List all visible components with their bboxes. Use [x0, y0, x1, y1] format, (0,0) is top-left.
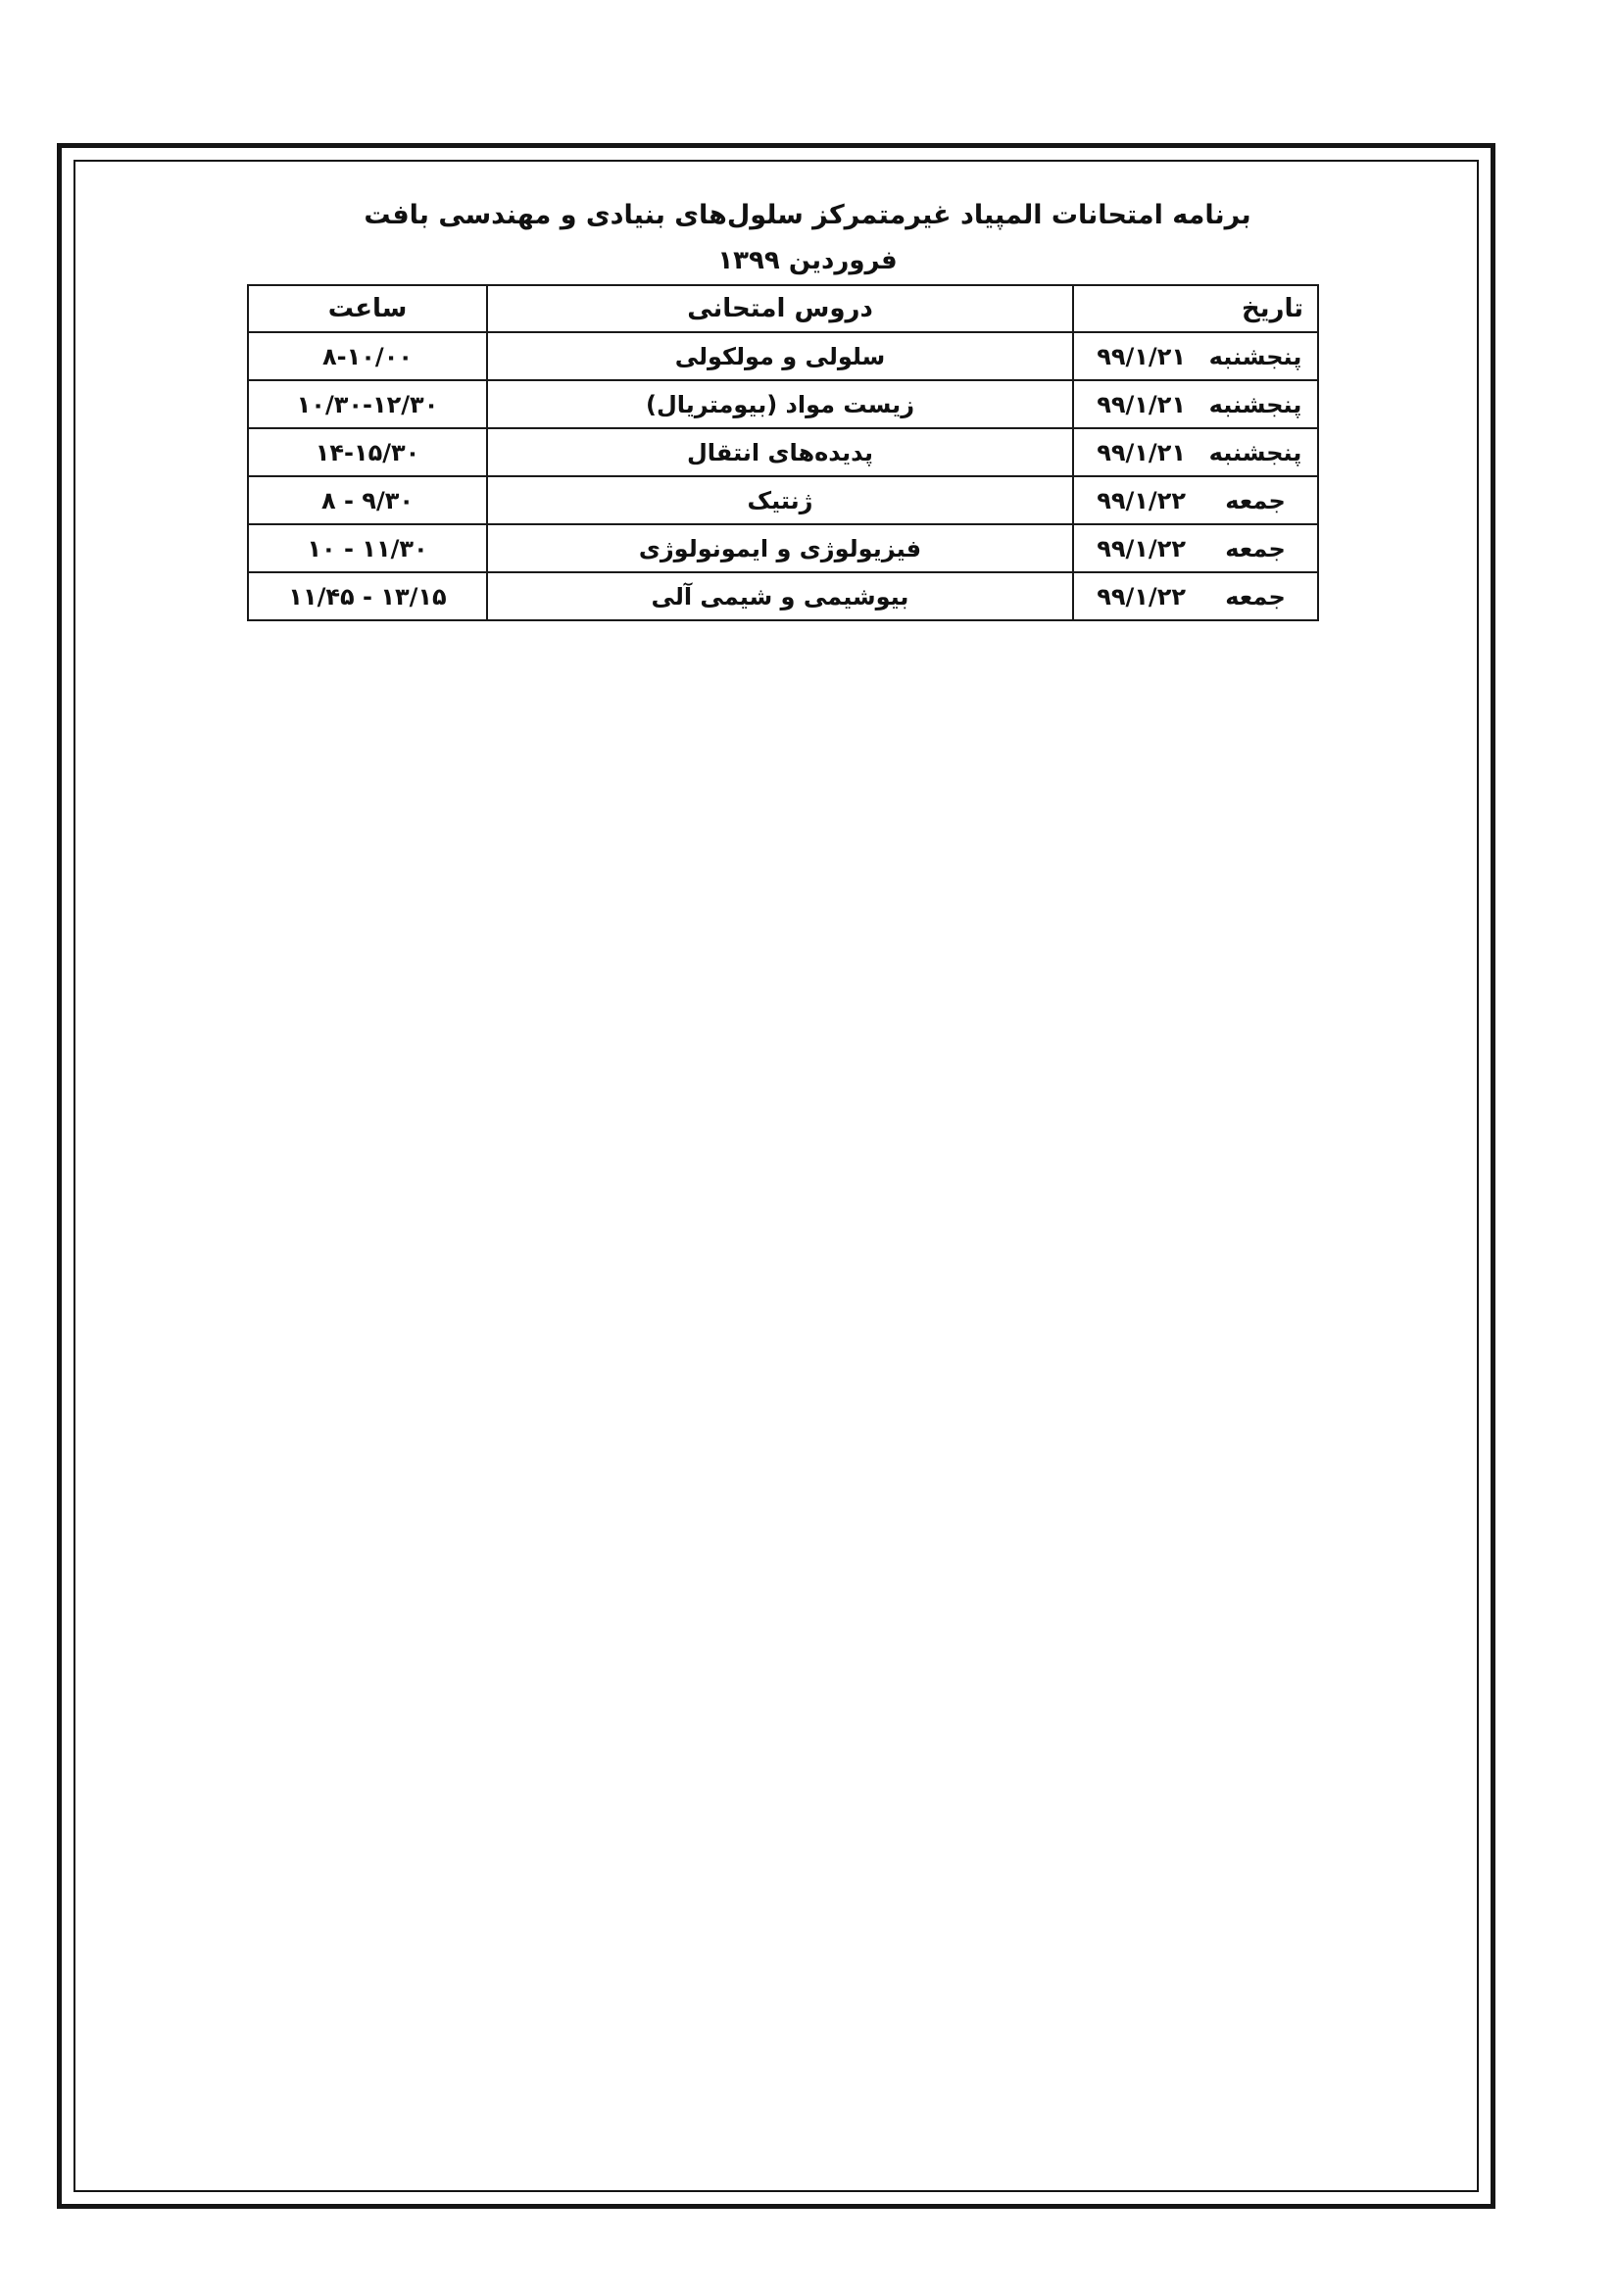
course-cell: ژنتیک	[487, 476, 1073, 524]
weekday: پنجشنبه	[1208, 438, 1302, 466]
time-cell	[248, 332, 487, 380]
date-value: ۹۹/۱/۲۲	[1097, 534, 1186, 562]
date-cell	[1073, 524, 1318, 572]
weekday: پنجشنبه	[1208, 342, 1302, 370]
document-title: برنامه امتحانات المپیاد غیرمتمرکز سلول‌های بنیادی و مهندسی بافت	[364, 200, 1251, 230]
course-cell: زیست مواد (بیومتریال)	[487, 380, 1073, 428]
header-time: ساعت	[248, 285, 487, 332]
date-value: ۹۹/۱/۲۱	[1097, 390, 1186, 418]
date-cell	[1073, 428, 1318, 476]
time-cell	[248, 476, 487, 524]
course-cell: بیوشیمی و شیمی آلی	[487, 572, 1073, 620]
course-cell: سلولی و مولکولی	[487, 332, 1073, 380]
time-value: ۸ - ۹/۳۰	[320, 486, 415, 514]
time-value: ۱۱/۴۵ - ۱۳/۱۵	[288, 582, 447, 611]
table-row	[248, 428, 1318, 476]
date-cell	[1073, 476, 1318, 524]
date-cell	[1073, 332, 1318, 380]
time-value: ۱۴-۱۵/۳۰	[315, 438, 420, 466]
date-value: ۹۹/۱/۲۲	[1097, 582, 1186, 611]
course-cell: پدیده‌های انتقال	[487, 428, 1073, 476]
weekday: جمعه	[1225, 486, 1286, 514]
table-row	[248, 332, 1318, 380]
time-cell	[248, 428, 487, 476]
exam-schedule-table	[247, 284, 1319, 621]
time-cell	[248, 380, 487, 428]
date-value: ۹۹/۱/۲۱	[1097, 438, 1186, 466]
document-subtitle: فروردین ۱۳۹۹	[717, 246, 898, 275]
header-date: تاریخ	[1073, 285, 1318, 332]
time-value: ۱۰/۳۰-۱۲/۳۰	[296, 390, 439, 418]
date-cell	[1073, 380, 1318, 428]
time-value: ۸-۱۰/۰۰	[322, 342, 413, 370]
time-cell	[248, 524, 487, 572]
weekday: پنجشنبه	[1208, 390, 1302, 418]
date-value: ۹۹/۱/۲۱	[1097, 342, 1186, 370]
time-cell	[248, 572, 487, 620]
course-cell: فیزیولوژی و ایمونولوژی	[487, 524, 1073, 572]
table-row	[248, 380, 1318, 428]
table-row	[248, 524, 1318, 572]
time-value: ۱۰ - ۱۱/۳۰	[307, 534, 428, 562]
table-row	[248, 476, 1318, 524]
weekday: جمعه	[1225, 582, 1286, 611]
weekday: جمعه	[1225, 534, 1286, 562]
date-value: ۹۹/۱/۲۲	[1097, 486, 1186, 514]
table-row	[248, 572, 1318, 620]
table-header-row	[248, 285, 1318, 332]
header-course: دروس امتحانی	[487, 285, 1073, 332]
date-cell	[1073, 572, 1318, 620]
